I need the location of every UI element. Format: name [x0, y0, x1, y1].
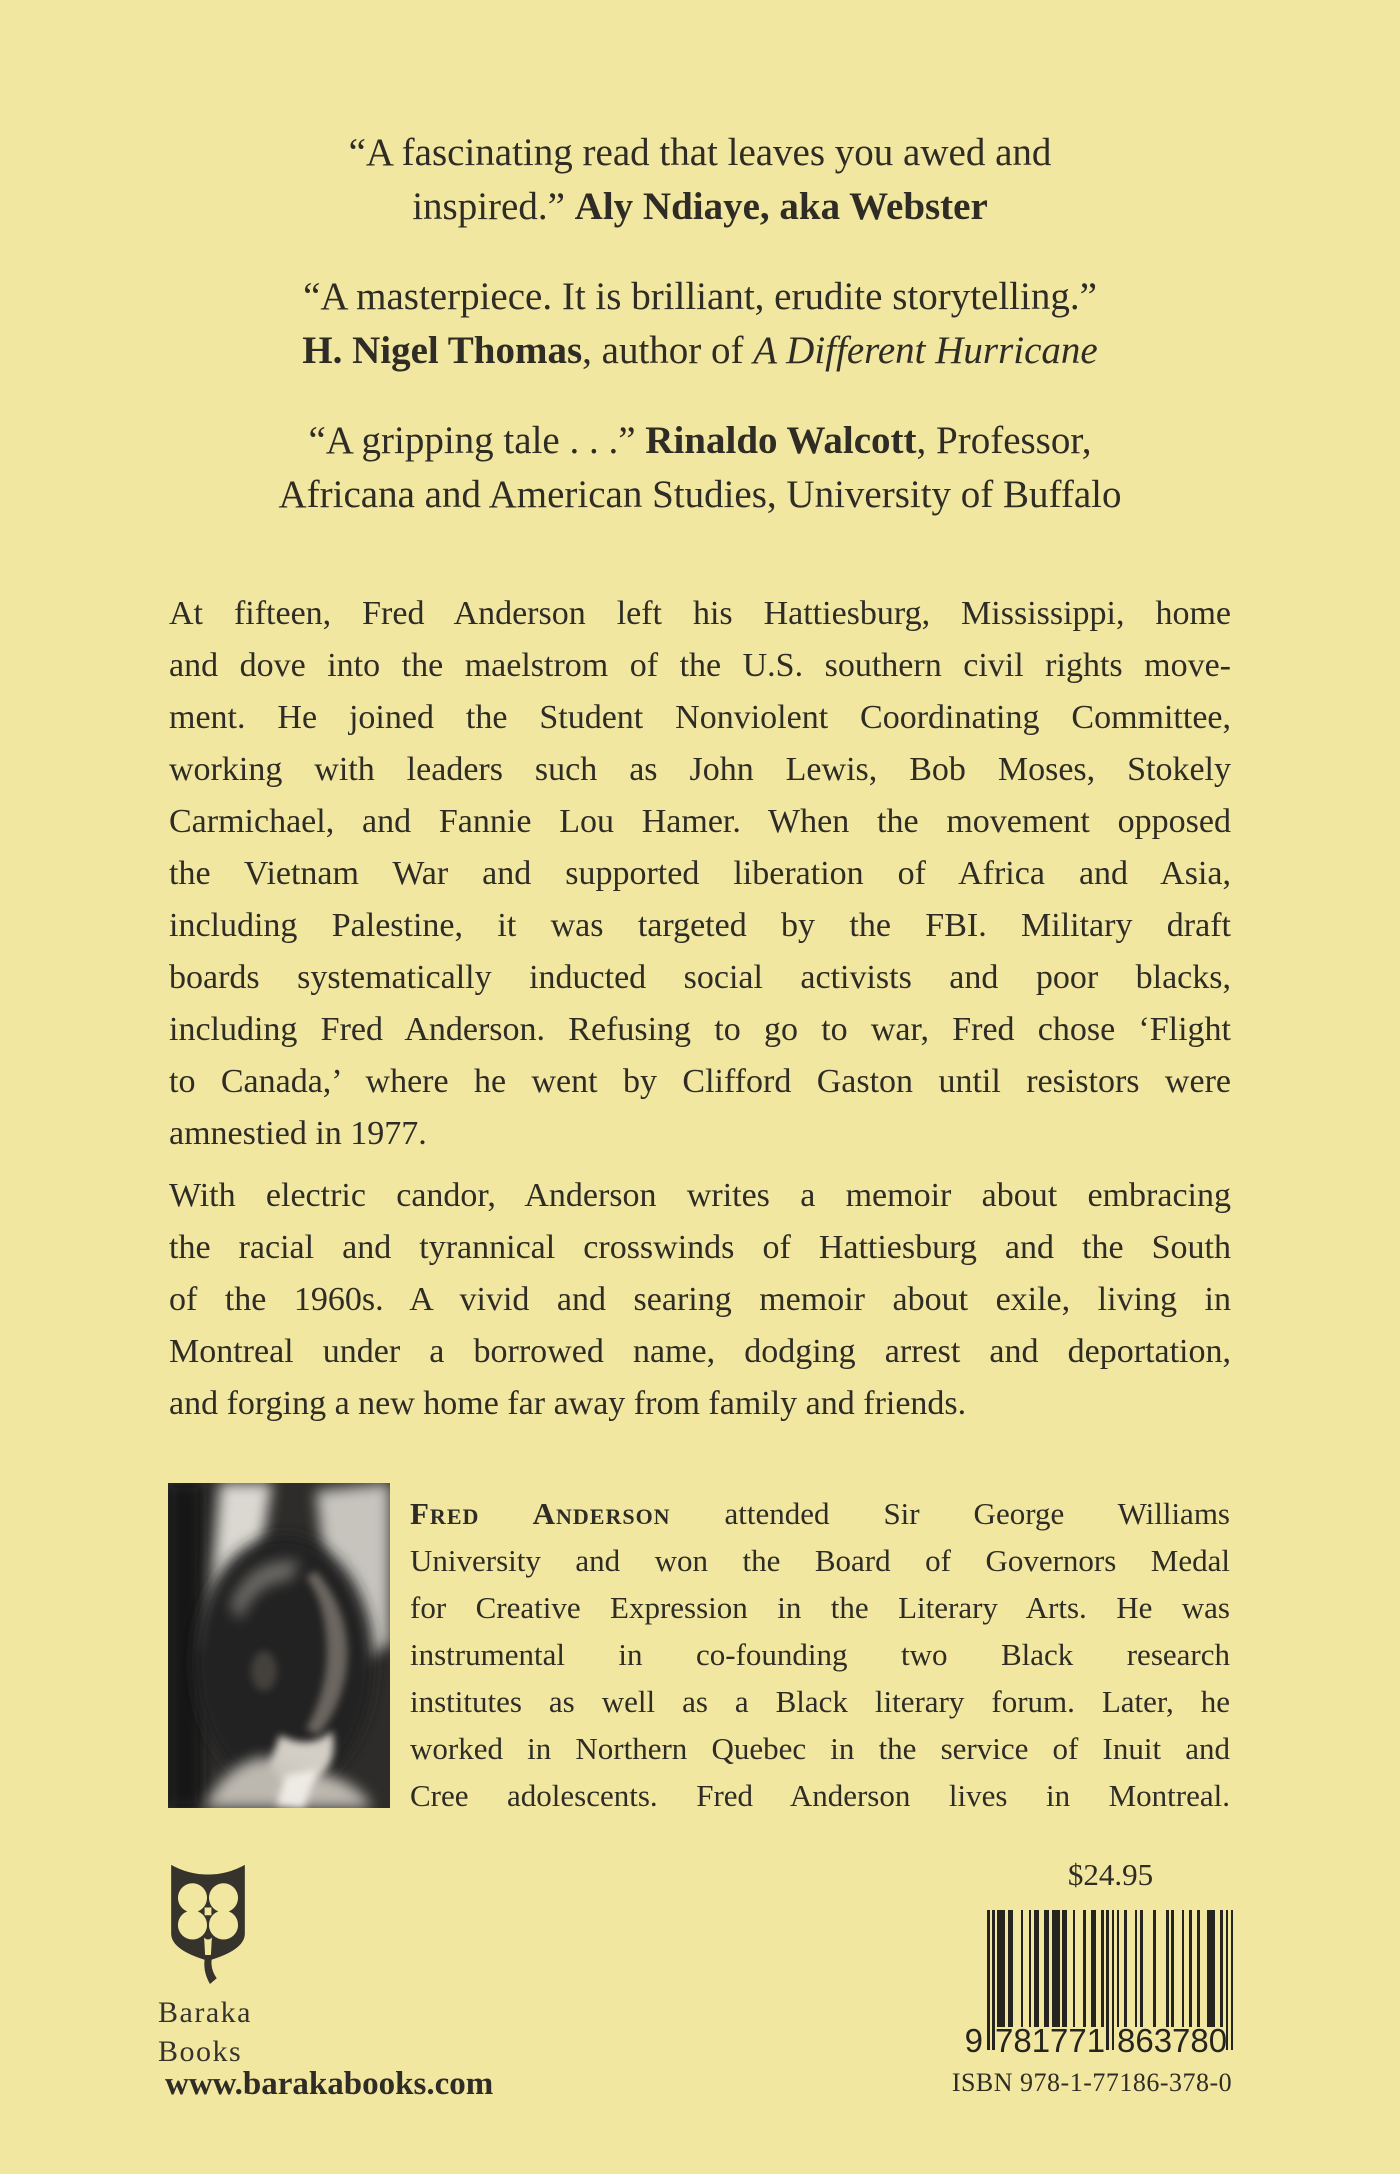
quote	[150, 270, 1250, 378]
author-portrait-image	[168, 1483, 390, 1808]
barcode-block	[951, 1857, 1234, 2097]
bio-line	[410, 1584, 1230, 1631]
text-segment: Aly Ndiaye, aka Webster	[574, 185, 988, 228]
quote	[150, 126, 1250, 234]
quote-line	[150, 324, 1250, 378]
text-segment: , author of	[582, 329, 754, 372]
barcode-group1: 781771	[995, 2022, 1106, 2059]
endorsement-quotes	[150, 126, 1250, 558]
baraka-books-logo-icon	[158, 1860, 258, 1986]
publisher-name-line2: Books	[158, 2035, 243, 2068]
publisher-block	[158, 1860, 418, 2069]
text-segment: “A masterpiece. It is brilliant, erudite storytelling.”	[303, 275, 1097, 318]
barcode-lead-digit: 9	[964, 2022, 983, 2059]
synopsis-line: boards systematically inducted social activists and poor blacks,	[169, 959, 1231, 996]
author-photo	[168, 1483, 390, 1808]
text-segment: , Professor,	[916, 419, 1092, 462]
barcode-group2: 863780	[1117, 2022, 1228, 2059]
bio-line	[410, 1631, 1230, 1678]
text-segment: H. Nigel Thomas	[302, 329, 583, 372]
synopsis-line: to Canada,’ where he went by Clifford Gaston until resistors were	[169, 1063, 1231, 1100]
publisher-name-line1: Baraka	[158, 1996, 252, 2029]
isbn-label: ISBN 978-1-77186-378-0	[951, 2068, 1233, 2097]
text-segment: worked in Northern Quebec in the service of Inuit and	[410, 1731, 1230, 1766]
synopsis-line: With electric candor, Anderson writes a memoir about embracing	[169, 1177, 1231, 1214]
synopsis-line: the Vietnam War and supported liberation of Africa and Asia,	[169, 855, 1231, 892]
text-segment: Fred Anderson	[410, 1496, 671, 1531]
synopsis-line: Carmichael, and Fannie Lou Hamer. When the movement opposed	[169, 803, 1231, 840]
bio-line	[410, 1725, 1230, 1772]
barcode-digits	[964, 2022, 1234, 2059]
text-segment: A Different Hurricane	[753, 329, 1098, 372]
synopsis-paragraph	[169, 1170, 1231, 1430]
synopsis-line: amnestied in 1977.	[169, 1115, 427, 1152]
bio-line	[410, 1772, 1230, 1819]
quote-line	[150, 468, 1250, 522]
synopsis	[169, 588, 1231, 1430]
text-segment: for Creative Expression in the Literary Arts. He was	[410, 1590, 1230, 1625]
synopsis-line: and forging a new home far away from family and friends.	[169, 1385, 967, 1422]
text-segment: instrumental in co-founding two Black research	[410, 1637, 1230, 1672]
synopsis-line: ment. He joined the Student Nonviolent Coordinating Committee,	[169, 699, 1231, 736]
synopsis-line: and dove into the maelstrom of the U.S. southern civil rights move-	[169, 647, 1231, 684]
text-segment: Rinaldo Walcott	[645, 419, 917, 462]
text-segment: institutes as well as a Black literary forum. Later, he	[410, 1684, 1230, 1719]
text-segment: University and won the Board of Governors Medal	[410, 1543, 1230, 1578]
synopsis-line: the racial and tyrannical crosswinds of Hattiesburg and the South	[169, 1229, 1231, 1266]
text-segment: Africana and American Studies, University of Buffalo	[278, 473, 1122, 516]
synopsis-line: including Fred Anderson. Refusing to go to war, Fred chose ‘Flight	[169, 1011, 1231, 1048]
text-segment: inspired.”	[412, 185, 575, 228]
quote-line	[150, 180, 1250, 234]
author-bio-text	[410, 1490, 1230, 1819]
bio-line	[410, 1490, 1230, 1537]
synopsis-line: At fifteen, Fred Anderson left his Hattiesburg, Mississippi, home	[169, 595, 1231, 632]
synopsis-line: Montreal under a borrowed name, dodging arrest and deportation,	[169, 1333, 1231, 1370]
bio-line	[410, 1537, 1230, 1584]
text-segment: “A fascinating read that leaves you awed and	[348, 131, 1052, 174]
text-segment: “A gripping tale . . .”	[308, 419, 646, 462]
publisher-website: www.barakabooks.com	[165, 2066, 494, 2102]
text-segment: attended Sir George Williams	[670, 1496, 1230, 1531]
synopsis-paragraph	[169, 588, 1231, 1160]
price-label: $24.95	[1067, 1857, 1154, 1892]
text-segment: Cree adolescents. Fred Anderson lives in Montreal.	[410, 1778, 1230, 1813]
synopsis-line: working with leaders such as John Lewis, Bob Moses, Stokely	[169, 751, 1231, 788]
synopsis-line: of the 1960s. A vivid and searing memoir about exile, living in	[169, 1281, 1231, 1318]
bio-line	[410, 1678, 1230, 1725]
quote-line	[150, 414, 1250, 468]
synopsis-line: including Palestine, it was targeted by the FBI. Military draft	[169, 907, 1231, 944]
quote	[150, 414, 1250, 522]
quote-line	[150, 270, 1250, 324]
quote-line	[150, 126, 1250, 180]
